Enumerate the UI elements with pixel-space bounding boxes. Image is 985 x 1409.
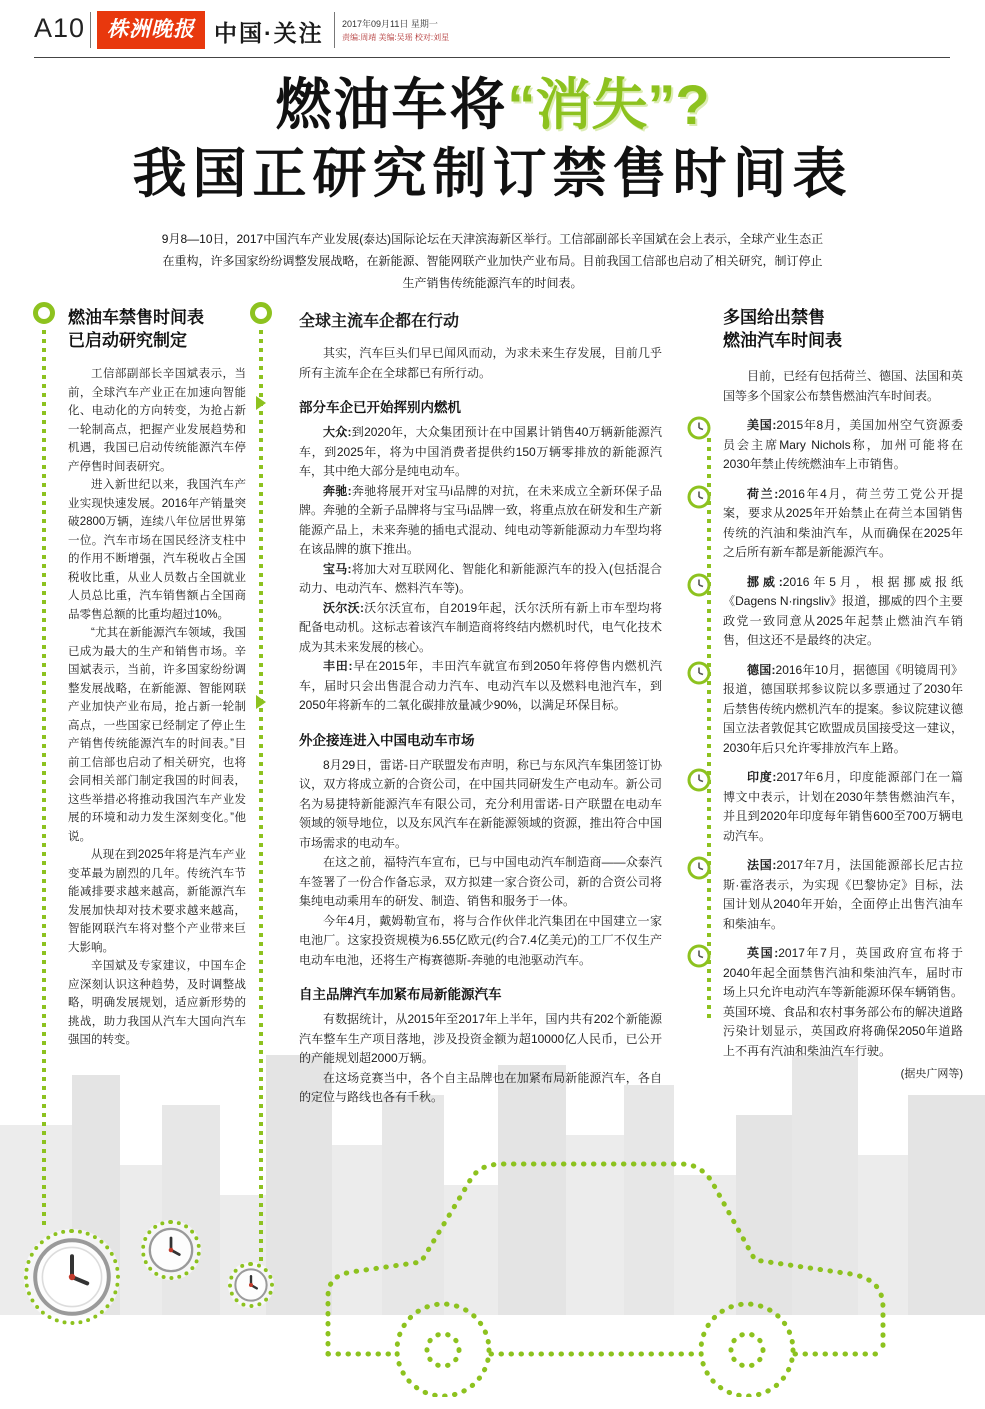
right-title-line1: 多国给出禁售	[723, 308, 825, 327]
section-heading: 自主品牌汽车加紧布局新能源汽车	[299, 987, 502, 1002]
right-column-title	[723, 306, 963, 352]
clock-marker-icon	[687, 661, 711, 685]
right-intro: 目前，已经有包括荷兰、德国、法国和英国等多个国家公布禁售燃油汽车时间表。	[723, 369, 964, 403]
clock-marker-icon	[687, 944, 711, 968]
section-paragraph	[299, 853, 662, 912]
paragraph-text: 在这之前，福特汽车宣布，已与中国电动汽车制造商——众泰汽车签署了一份合作备忘录，双方拟建一家合资公司，新的合资公司将集纯电动乘用车的研发、制造、销售和服务于一体。	[299, 855, 662, 908]
newspaper-logo: 株洲晚报	[97, 11, 205, 49]
middle-intro: 其实，汽车巨头们早已闻风而动，为求未来生存发展，目前几乎所有主流车企在全球都已有所行动。	[299, 346, 662, 380]
clock-marker-icon	[687, 856, 711, 880]
paragraph-text: 今年4月，戴姆勒宣布，将与合作伙伴北汽集团在中国建立一家电池厂。这家投资规模为6.55亿欧元(约合7.4亿美元)的工厂不仅生产电动车电池，还将生产梅赛德斯-奔驰的电池驱动汽车。	[299, 913, 662, 967]
paragraph-text: 8月29日，雷诺-日产联盟发布声明，称已与东风汽车集团签订协议，双方将成立新的合资公司，在中国共同研发生产电动车。新公司名为易捷特新能源汽车有限公司，充分利用雷诺-日产联盟在电动车领域的领导地位，以及东风汽车在新能源领域的资源，推出符合中国市场需求的电动车。	[299, 757, 662, 850]
country-name: 美国:	[747, 418, 777, 432]
middle-column-title: 全球主流车企都在行动	[299, 313, 460, 330]
section-heading: 外企接连进入中国电动车市场	[299, 732, 475, 748]
paragraph-text: 沃尔沃宣布，自2019年起，沃尔沃所有新上市车型均将配备电动机。这标志着该汽车制造商将终结内燃机时代，电气化技术成为其未来发展的核心。	[299, 600, 663, 654]
country-entry	[723, 485, 963, 563]
country-entry	[723, 573, 963, 651]
section-paragraph	[299, 599, 662, 658]
section-paragraph	[299, 560, 662, 599]
date-line: 2017年09月11日 星期一	[342, 19, 438, 29]
entry-text: 2016年4月，荷兰劳工党公开提案，要求从2025年开始禁止在荷兰本国销售传统的汽油和柴油汽车，从而确保在2025年之后所有新车都是新能源汽车。	[723, 486, 963, 559]
timeline-line-middle	[259, 330, 263, 1263]
country-name: 法国:	[747, 858, 777, 872]
maker-name: 丰田:	[323, 659, 353, 673]
clock-icon-large	[24, 1229, 120, 1325]
country-entry	[723, 661, 963, 759]
paragraph-text: 有数据统计，从2015年至2017年上半年，国内共有202个新能源汽车整车生产项目落地，涉及投资金额为超10000亿人民币，已公开的产能规划超2000万辆。	[299, 1012, 662, 1065]
source-credit: (据央广网等)	[900, 1068, 963, 1080]
entry-text: 2016年10月，据德国《明镜周刊》报道，德国联邦参议院以多票通过了2030年后禁售传统内燃机汽车的提案。参议院建议德国立法者敦促其它欧盟成员国接受这一建议，2030年后只允许零排放汽车上路。	[723, 662, 964, 755]
clock-marker-icon	[687, 416, 711, 440]
country-name: 荷兰:	[747, 486, 779, 501]
paragraph-text: 到2020年，大众集团预计在中国累计销售40万辆新能源汽车，到2025年，将为中国消费者提供约150万辆零排放的新能源汽车，其中绝大部分是纯电动车。	[299, 425, 662, 478]
paragraph-text: 将加大对互联网化、智能化和新能源汽车的投入(包括混合动力、电动汽车、燃料汽车等)。	[299, 561, 662, 595]
header-divider	[334, 12, 335, 48]
date-block	[342, 17, 449, 43]
clock-marker-icon	[687, 768, 711, 792]
country-entry	[723, 944, 963, 1061]
section-paragraph	[299, 912, 662, 971]
timeline-line-left	[42, 330, 46, 1229]
entry-text: 2017年6月，印度能源部门在一篇博文中表示，计划在2030年禁售燃油汽车，并且到2020年印度每年销售600至700万辆电动汽车。	[723, 770, 964, 843]
timeline-ring-left	[33, 302, 55, 324]
section-paragraph	[299, 423, 662, 482]
headline-line2: 我国正研究制订禁售时间表	[132, 144, 853, 204]
clock-marker-icon	[687, 573, 711, 597]
left-column	[68, 306, 246, 1050]
clock-marker-icon	[687, 485, 711, 509]
middle-column	[299, 308, 662, 1108]
section-paragraph	[299, 1069, 662, 1108]
headline-line1	[0, 72, 985, 138]
headline-highlight: “消失”?	[507, 73, 710, 136]
country-name: 挪威:	[747, 574, 783, 589]
left-column-title	[68, 306, 246, 352]
timeline-line-right	[707, 438, 711, 1023]
left-paragraph: “尤其在新能源汽车领域，我国已成为最大的生产和销售市场。辛国斌表示，当前，许多国家纷纷调整发展战略，在新能源、智能网联产业加快产业布局，抢占新一轮制高点，一些国家已经制定了停止生产销售传统能源汽车的时间表。”目前工信部也启动了相关研究，也将会同相关部门制定我国的时间表，这些举措必将推动我国汽车产业发展的环境和动力发生深刻变化。”他说。	[68, 627, 246, 843]
country-entry	[723, 768, 963, 846]
left-paragraph: 辛国斌及专家建议，中国车企应深刻认识这种趋势，及时调整战略，明确发展规划，适应新形势的挑战，助力我国从汽车大国向汽车强国的转变。	[68, 960, 246, 1046]
paragraph-text: 在这场竞赛当中，各个自主品牌也在加紧布局新能源汽车，各自的定位与路线也各有千秋。	[299, 1070, 662, 1104]
timeline-arrow-icon	[256, 695, 266, 709]
country-entry	[723, 856, 963, 934]
left-title-line1: 燃油车禁售时间表	[68, 308, 204, 327]
clock-icon-medium	[141, 1220, 201, 1280]
left-paragraph: 工信部副部长辛国斌表示，当前，全球汽车产业正在加速向智能化、电动化的方向转变，为抢占新一轮制高点，把握产业发展趋势和机遇，我国已启动传统能源汽车停产停售时间表研究。	[68, 368, 246, 473]
headline-line1-pre: 燃油车将	[275, 73, 508, 136]
country-entry	[723, 416, 963, 475]
country-name: 英国:	[747, 946, 779, 960]
timeline-ring-middle	[250, 302, 272, 324]
entry-text: 2015年8月，美国加州空气资源委员会主席Mary Nichols称，加州可能将在2030年禁止传统燃油车上市销售。	[723, 418, 964, 471]
paragraph-text: 早在2015年，丰田汽车就宣布到2050年将停售内燃机汽车，届时只会出售混合动力汽车、电动汽车以及燃料电池汽车，到2050年将新车的二氧化碳排放量减少90%，以满足环保目标。	[299, 659, 662, 712]
right-column	[723, 306, 963, 1081]
section-title: 中国·关注	[214, 20, 324, 46]
intro-paragraph: 9月8—10日，2017中国汽车产业发展(泰达)国际论坛在天津滨海新区举行。工信部副部长辛国斌在会上表示，全球产业生态正在重构，许多国家纷纷调整发展战略，在新能源、智能网联产业加快产业布局。目前我国工信部也启动了相关研究，制订停止生产销售传统能源汽车的时间表。	[161, 232, 824, 290]
left-paragraph: 进入新世纪以来，我国汽车产业实现快速发展。2016年产销量突破2800万辆，连续八年位居世界第一位。汽车市场在国民经济支柱中的作用不断增强，汽车税收占全国税收比重，从业人员数占全国就业人员总比重，汽车销售额占全国商品零售总额的比重均超过10%。	[68, 479, 246, 621]
maker-name: 奔驰:	[323, 483, 352, 498]
maker-name: 大众:	[323, 425, 352, 439]
editors-line: 责编:周靖 美编:吴瑶 校对:刘星	[342, 33, 450, 42]
section-paragraph	[299, 756, 662, 854]
clock-icon-small	[228, 1262, 274, 1308]
country-name: 德国:	[747, 662, 776, 677]
entry-text: 2016年5月，根据挪威报纸《Dagens N·ringsliv》报道，挪威的四个主要政党一致同意从2025年起禁止燃油汽车销售，但这还不是最终的决定。	[723, 574, 964, 647]
right-title-line2: 燃油汽车时间表	[723, 331, 842, 350]
maker-name: 宝马:	[323, 561, 352, 576]
left-paragraph: 从现在到2025年将是汽车产业变革最为剧烈的几年。传统汽车节能减排要求越来越高，新能源汽车发展加快却对技术要求越来越高，智能网联汽车将对整个产业带来巨大影响。	[68, 849, 246, 954]
left-paragraphs	[68, 365, 246, 1050]
entry-text: 2017年7月，英国政府宣布将于2040年起全面禁售汽油和柴油汽车，届时市场上只允许电动汽车等新能源环保车辆销售。英国环境、食品和农村事务部公布的解决道路污染计划显示，英国政府将确保2050年道路上不再有汽油和柴油汽车行驶。	[723, 946, 964, 1058]
timeline-arrow-icon	[256, 396, 266, 410]
section-paragraph	[299, 1010, 662, 1069]
car-outline-icon	[303, 1112, 915, 1397]
entry-text: 2017年7月，法国能源部长尼古拉斯·霍洛表示，为实现《巴黎协定》目标，法国计划从2040年开始，全面停止出售汽油车和柴油车。	[723, 858, 964, 931]
maker-name: 沃尔沃:	[323, 600, 364, 615]
left-title-line2: 已启动研究制定	[68, 331, 187, 350]
header-rule	[34, 57, 950, 58]
section-paragraph	[299, 657, 662, 716]
page-number: A10	[34, 13, 86, 43]
section-heading: 部分车企已开始挥别内燃机	[299, 400, 461, 415]
country-name: 印度:	[747, 770, 777, 784]
paragraph-text: 奔驰将展开对宝马i品牌的对抗，在未来成立全新环保子品牌。奔驰的全新子品牌将与宝马i品牌一致，将重点放在研发和生产新能源产品上，未来奔驰的插电式混动、纯电动等新能源动力车型均将在该品牌的旗下推出。	[299, 483, 662, 556]
headline	[0, 72, 985, 206]
section-paragraph	[299, 482, 662, 560]
header-divider	[90, 12, 91, 48]
